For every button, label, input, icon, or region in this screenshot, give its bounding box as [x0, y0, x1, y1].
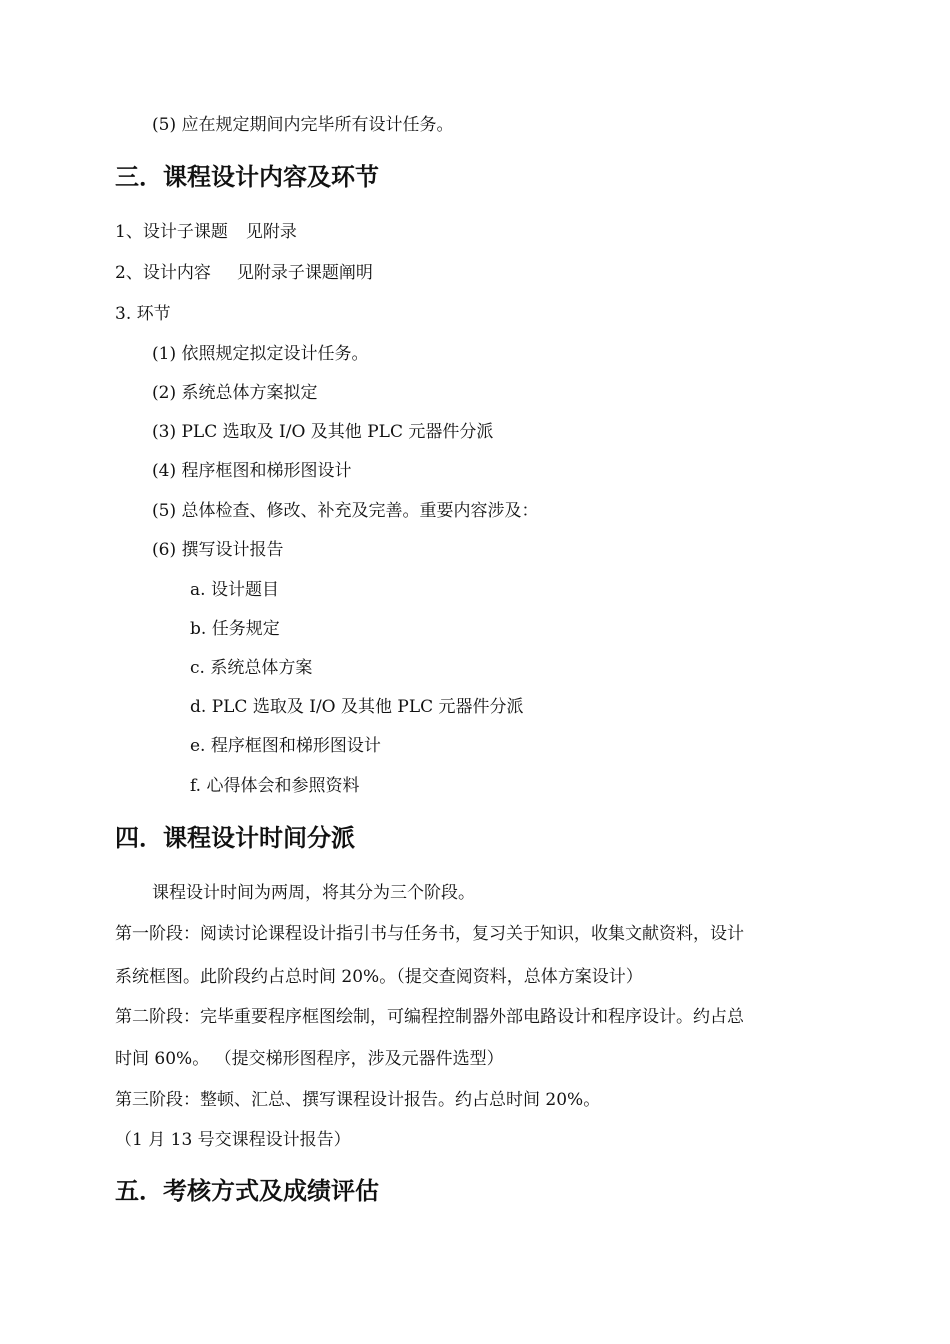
paragraph: 时间 60%。 （提交梯形图程序，涉及元器件选型） [115, 1049, 504, 1069]
sub-list-item: a. 设计题目 [190, 580, 279, 600]
list-item [115, 221, 297, 243]
sub-list-item: d. PLC 选取及 I/O 及其他 PLC 元器件分派 [190, 697, 524, 717]
list-item [115, 262, 373, 284]
list-item: (3) PLC 选取及 I/O 及其他 PLC 元器件分派 [152, 422, 494, 442]
paragraph: 课程设计时间为两周，将其分为三个阶段。 [152, 883, 475, 903]
paragraph: 第三阶段：整顿、汇总、撰写课程设计报告。约占总时间 20%。 [115, 1090, 601, 1110]
list-item: (5) 总体检查、修改、补充及完善。重要内容涉及： [152, 501, 539, 521]
list-item: (2) 系统总体方案拟定 [152, 383, 318, 403]
paragraph: 第二阶段：完毕重要程序框图绘制，可编程控制器外部电路设计和程序设计。约占总 [115, 1007, 744, 1027]
list-item: (6) 撰写设计报告 [152, 540, 284, 560]
list-item: 3. 环节 [115, 304, 171, 324]
sub-list-item: e. 程序框图和梯形图设计 [190, 736, 381, 756]
paragraph: 第一阶段：阅读讨论课程设计指引书与任务书，复习关于知识，收集文献资料，设计 [115, 924, 744, 944]
list-item-label: 1、设计子课题 [115, 222, 228, 242]
list-item-value: 见附录子课题阐明 [236, 263, 373, 283]
section-heading: 四．课程设计时间分派 [115, 824, 355, 852]
sub-list-item: c. 系统总体方案 [190, 658, 313, 678]
list-item: (1) 依照规定拟定设计任务。 [152, 344, 369, 364]
list-item-label: 2、设计内容 [115, 263, 211, 283]
list-item: (4) 程序框图和梯形图设计 [152, 461, 352, 481]
section-heading: 五．考核方式及成绩评估 [115, 1177, 379, 1205]
paragraph: 系统框图。此阶段约占总时间 20%。（提交查阅资料，总体方案设计） [115, 967, 643, 987]
list-item-value: 见附录 [245, 222, 297, 242]
sub-list-item: b. 任务规定 [190, 619, 280, 639]
list-item: (5) 应在规定期间内完毕所有设计任务。 [152, 115, 454, 135]
paragraph: （1 月 13 号交课程设计报告） [115, 1130, 351, 1150]
sub-list-item: f. 心得体会和参照资料 [190, 776, 360, 796]
section-heading: 三．课程设计内容及环节 [115, 163, 379, 191]
